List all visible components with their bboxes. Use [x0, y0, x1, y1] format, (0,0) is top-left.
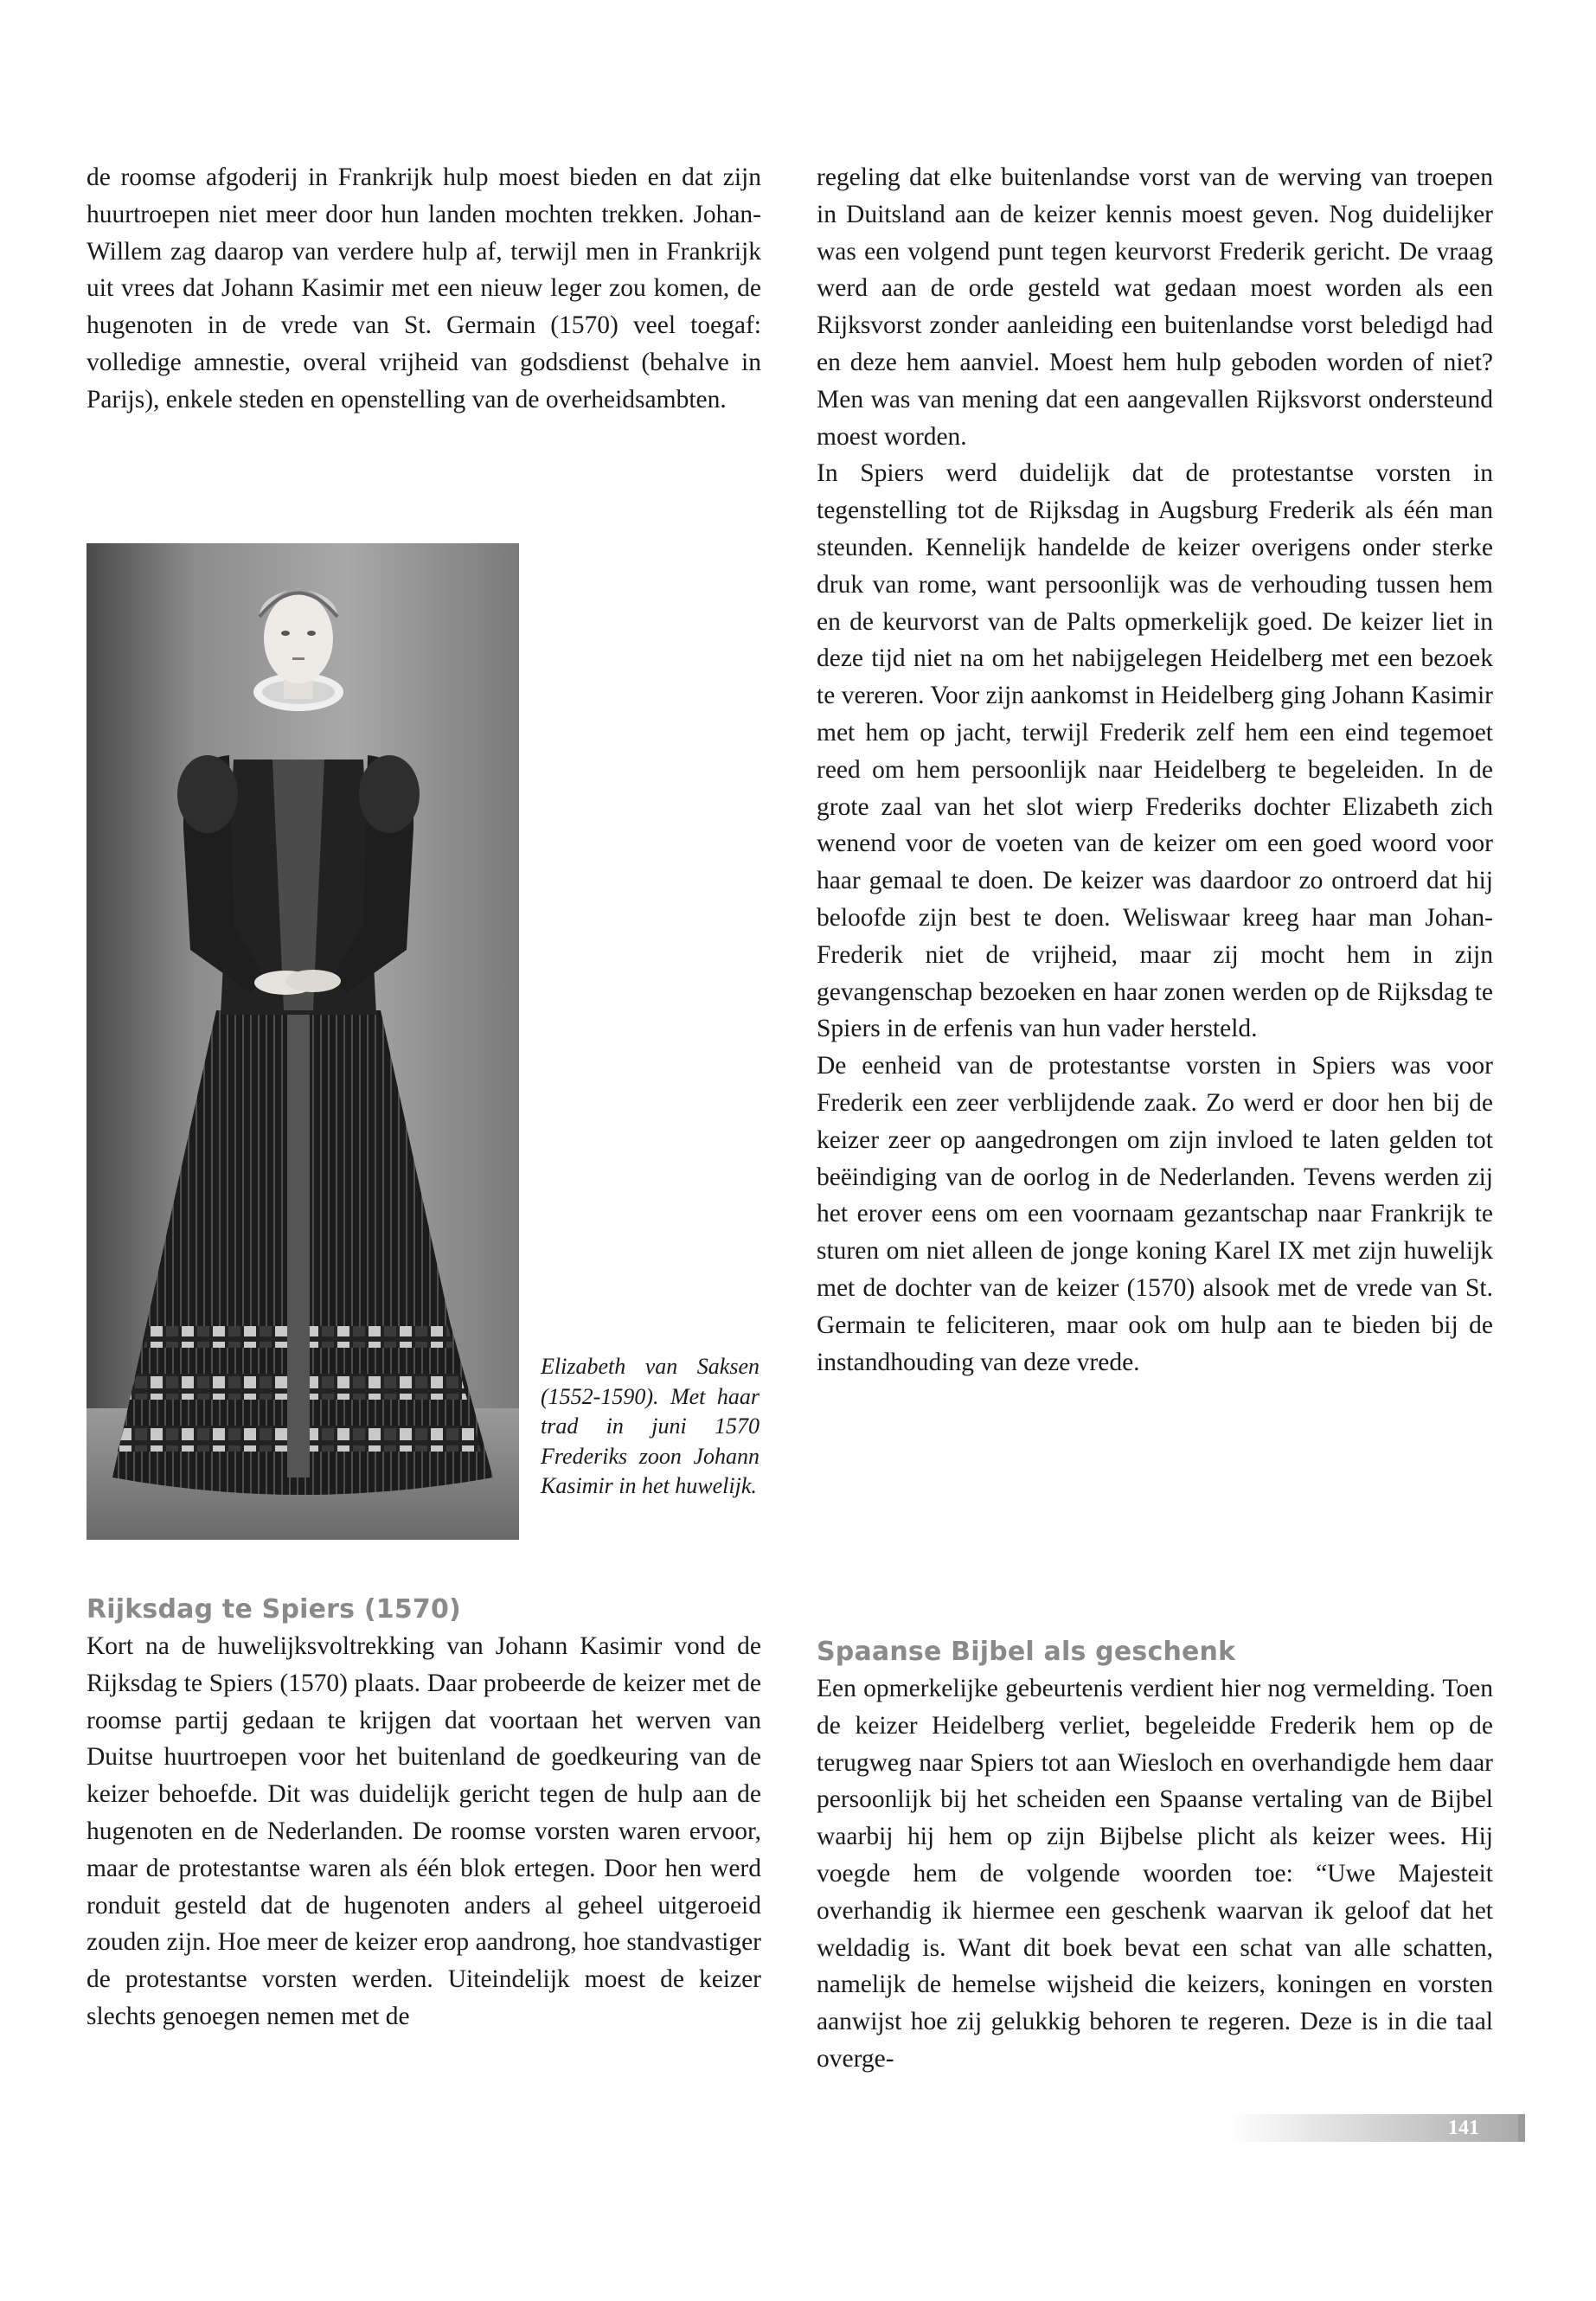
right-paragraph: De eenheid van de protestantse vorsten in Spiers was voor Frederik een zeer verblijdende zaak. Zo werd er door hen bij de keizer zeer op aangedrongen om zijn invloed te laten gelden tot beëindiging van de oorlog in de Nederlanden. Tevens werden zij het erover eens om een voornaam gezantschap naar Frankrijk te sturen om niet alleen de jonge koning Karel IX met zijn huwelijk met de dochter van de keizer (1570) alsook met de vrede van St. Germain te feliciteren, maar ook om hulp aan te bieden bij de instandhouding van deze vrede.	[817, 1052, 1493, 1376]
section-spaanse-bijbel	[817, 1634, 1493, 2078]
page-number-bar-end	[1518, 2114, 1525, 2142]
right-column	[817, 159, 1493, 1381]
section-rijksdag	[87, 1592, 761, 2035]
section-paragraph: Een opmerkelijke gebeurtenis verdient hier nog vermelding. Toen de keizer Heidelberg verliet, begeleidde Frederik hem op de terugweg naar Spiers tot aan Wiesloch en overhandigde hem daar persoonlijk bij het scheiden een Spaanse vertaling van de Bijbel waarbij hij hem op zijn Bijbelse plicht als keizer wees. Hij voegde hem de volgende woorden toe: “Uwe Majesteit overhandig ik hiermee een geschenk waarvan ik geloof dat het weldadig is. Want dit boek bevat een schat van alle schatten, namelijk de hemelse wijsheid die keizers, koningen en vorsten aanwijst hoe zij gelukkig behoren te regeren. Deze is in die taal overge-	[817, 1675, 1493, 2073]
portrait-image	[87, 543, 519, 1540]
section-heading: Rijksdag te Spiers (1570)	[87, 1594, 461, 1625]
section-heading: Spaanse Bijbel als geschenk	[817, 1637, 1236, 1667]
figure-caption: Elizabeth van Saksen (1552-1590). Met haar trad in juni 1570 Frederiks zoon Johann Kasimir in het huwelijk.	[541, 1354, 760, 1498]
page-number: 141	[1448, 2117, 1479, 2139]
section-paragraph: Kort na de huwelijksvoltrekking van Johann Kasimir vond de Rijksdag te Spiers (1570) plaats. Daar probeerde de keizer met de roomse partij gedaan te krijgen dat voortaan het werven van Duitse huurtroepen voor het buitenland de goedkeuring van de keizer behoefde. Dit was duidelijk gericht tegen de hulp aan de hugenoten en de Nederlanden. De roomse vorsten waren ervoor, maar de protestantse waren als één blok ertegen. Door hen werd ronduit gesteld dat de hugenoten anders al geheel uitgeroeid zouden zijn. Hoe meer de keizer erop aandrong, hoe standvastiger de protestantse vorsten werden. Uiteindelijk moest de keizer slechts genoegen nemen met de	[87, 1632, 761, 2030]
left-column	[87, 159, 761, 419]
right-paragraph: regeling dat elke buitenlandse vorst van de werving van troepen in Duitsland aan de keizer kennis moest geven. Nog duidelijker was een volgend punt tegen keurvorst Frederik gericht. De vraag werd aan de orde gesteld wat gedaan moest worden als een Rijksvorst zonder aanleiding een buitenlandse vorst beledigd had en deze hem aanviel. Moest hem hulp geboden worden of niet? Men was van mening dat een aangevallen Rijksvorst ondersteund moest worden.	[817, 163, 1493, 451]
left-top-paragraph: de roomse afgoderij in Frankrijk hulp moest bieden en dat zijn huurtroepen niet meer door hun landen mochten trekken. Johan-Willem zag daarop van verdere hulp af, terwijl men in Frankrijk uit vrees dat Johann Kasimir met een nieuw leger zou komen, de hugenoten in de vrede van St. Germain (1570) veel toegaf: volledige amnestie, overal vrijheid van godsdienst (behalve in Parijs), enkele steden en openstelling van de overheidsambten.	[87, 163, 761, 413]
right-paragraph: In Spiers werd duidelijk dat de protestantse vorsten in tegenstelling tot de Rijksdag in Augsburg Frederik als één man steunden. Kennelijk handelde de keizer overigens onder sterke druk van rome, want persoonlijk was de verhouding tussen hem en de keurvorst van de Palts opmerkelijk goed. De keizer liet in deze tijd niet na om het nabijgelegen Heidelberg met een bezoek te vereren. Voor zijn aankomst in Heidelberg ging Johann Kasimir met hem op jacht, terwijl Frederik zelf hem een eind tegemoet reed om hem persoonlijk naar Heidelberg te begeleiden. In de grote zaal van het slot wierp Frederiks dochter Elizabeth zich wenend voor de voeten van de keizer om een goed woord voor haar gemaal te doen. De keizer was daardoor zo ontroerd dat hij beloofde zijn best te doen. Weliswaar kreeg haar man Johan-Frederik niet de vrijheid, maar zij mocht hem in zijn gevangenschap bezoeken en haar zonen werden op de Rijksdag te Spiers in de erfenis van hun vader hersteld.	[817, 459, 1493, 1043]
